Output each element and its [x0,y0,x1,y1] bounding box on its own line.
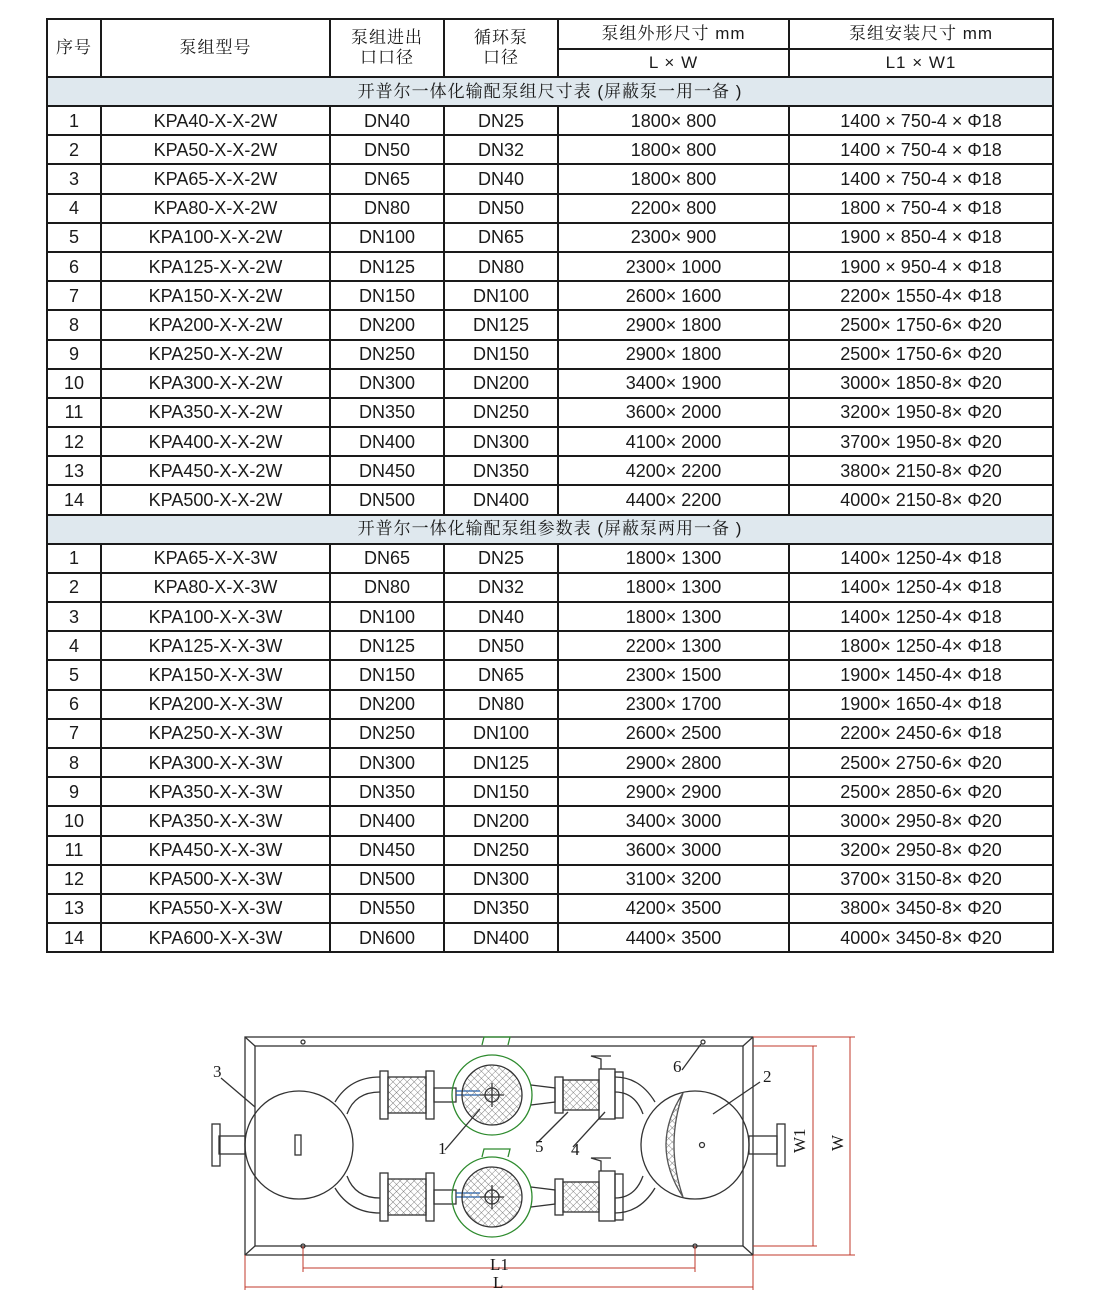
table-row [47,602,1053,631]
table-row [47,369,1053,398]
dim-label-W1: W1 [790,1128,809,1153]
table-row [47,106,1053,135]
cell-no: 13 [47,894,101,923]
section-title-row [47,515,1053,544]
cell-no: 3 [47,602,101,631]
cell-no: 14 [47,923,101,952]
cell-no: 9 [47,340,101,369]
cell-model: KPA100-X-X-3W [101,602,330,631]
cell-model: KPA200-X-X-3W [101,690,330,719]
col-subheader-outer: L × W [558,49,789,77]
section-title: 开普尔一体化输配泵组尺寸表 (屏蔽泵一用一备 ) [47,77,1053,106]
cell-outer: 4400× 2200 [558,485,789,514]
pump-unit-diagram [195,1032,875,1297]
col-header-circ-line1: 循环泵 [474,28,528,47]
cell-no: 4 [47,631,101,660]
cell-install: 3700× 3150-8× Φ20 [789,865,1053,894]
cell-outer: 2900× 1800 [558,310,789,339]
cell-model: KPA300-X-X-3W [101,748,330,777]
cell-circ: DN200 [444,806,558,835]
cell-circ: DN400 [444,485,558,514]
cell-model: KPA350-X-X-3W [101,806,330,835]
table-row [47,223,1053,252]
cell-outer: 1800× 1300 [558,602,789,631]
table-row [47,748,1053,777]
cell-inout: DN400 [330,427,444,456]
cell-no: 10 [47,369,101,398]
cell-inout: DN500 [330,485,444,514]
cell-outer: 1800× 1300 [558,544,789,573]
cell-outer: 3400× 1900 [558,369,789,398]
cell-outer: 3600× 3000 [558,836,789,865]
cell-inout: DN500 [330,865,444,894]
table-row [47,427,1053,456]
cell-no: 1 [47,106,101,135]
table-row [47,398,1053,427]
cell-install: 1800 × 750-4 × Φ18 [789,194,1053,223]
cell-install: 1400 × 750-4 × Φ18 [789,164,1053,193]
cell-install: 1900 × 850-4 × Φ18 [789,223,1053,252]
cell-outer: 2600× 2500 [558,719,789,748]
cell-inout: DN80 [330,194,444,223]
table-row [47,194,1053,223]
table-row [47,836,1053,865]
cell-install: 2200× 1550-4× Φ18 [789,281,1053,310]
cell-inout: DN65 [330,164,444,193]
dim-label-L1: L1 [490,1255,509,1274]
cell-outer: 4100× 2000 [558,427,789,456]
callout-4: 4 [571,1140,580,1159]
col-header-inout-line2: 口口径 [360,48,414,67]
cell-circ: DN300 [444,427,558,456]
cell-inout: DN200 [330,690,444,719]
cell-model: KPA450-X-X-2W [101,456,330,485]
cell-install: 4000× 3450-8× Φ20 [789,923,1053,952]
callout-1: 1 [438,1139,447,1158]
cell-circ: DN250 [444,398,558,427]
cell-no: 6 [47,252,101,281]
cell-inout: DN150 [330,281,444,310]
col-header-install-size: 泵组安装尺寸 mm [789,19,1053,49]
table-row [47,252,1053,281]
callout-5: 5 [535,1137,544,1156]
cell-circ: DN100 [444,719,558,748]
table-row [47,923,1053,952]
cell-install: 1900 × 950-4 × Φ18 [789,252,1053,281]
cell-outer: 1800× 800 [558,135,789,164]
cell-model: KPA400-X-X-2W [101,427,330,456]
cell-no: 13 [47,456,101,485]
cell-circ: DN350 [444,456,558,485]
cell-outer: 2300× 1700 [558,690,789,719]
cell-circ: DN80 [444,690,558,719]
table-row [47,164,1053,193]
cell-circ: DN350 [444,894,558,923]
col-header-outer-size: 泵组外形尺寸 mm [558,19,789,49]
upper-branch [380,1037,623,1135]
cell-install: 1400 × 750-4 × Φ18 [789,106,1053,135]
table-row [47,660,1053,689]
cell-install: 1400 × 750-4 × Φ18 [789,135,1053,164]
table-row [47,456,1053,485]
cell-install: 3200× 1950-8× Φ20 [789,398,1053,427]
col-header-circ-line2: 口径 [483,48,519,67]
cell-no: 12 [47,865,101,894]
cell-install: 4000× 2150-8× Φ20 [789,485,1053,514]
table-row [47,690,1053,719]
cell-no: 8 [47,310,101,339]
callout-6: 6 [673,1057,682,1076]
cell-install: 1400× 1250-4× Φ18 [789,544,1053,573]
cell-no: 12 [47,427,101,456]
cell-circ: DN50 [444,631,558,660]
table-row [47,806,1053,835]
callout-3: 3 [213,1062,222,1081]
cell-outer: 2300× 1000 [558,252,789,281]
col-header-circ [444,19,558,77]
cell-outer: 2600× 1600 [558,281,789,310]
cell-install: 1900× 1650-4× Φ18 [789,690,1053,719]
cell-model: KPA50-X-X-2W [101,135,330,164]
cell-no: 1 [47,544,101,573]
pump-spec-table [46,18,1054,953]
cell-model: KPA150-X-X-2W [101,281,330,310]
cell-no: 3 [47,164,101,193]
col-header-inout [330,19,444,77]
cell-circ: DN65 [444,660,558,689]
cell-circ: DN25 [444,544,558,573]
cell-outer: 4200× 2200 [558,456,789,485]
cell-model: KPA300-X-X-2W [101,369,330,398]
cell-outer: 3400× 3000 [558,806,789,835]
table-row [47,777,1053,806]
cell-inout: DN350 [330,398,444,427]
cell-inout: DN450 [330,456,444,485]
cell-model: KPA550-X-X-3W [101,894,330,923]
cell-install: 3700× 1950-8× Φ20 [789,427,1053,456]
cell-model: KPA80-X-X-3W [101,573,330,602]
table-row [47,485,1053,514]
cell-inout: DN125 [330,631,444,660]
cell-no: 11 [47,836,101,865]
cell-install: 3000× 1850-8× Φ20 [789,369,1053,398]
lower-branch [380,1149,623,1237]
cell-install: 2500× 2850-6× Φ20 [789,777,1053,806]
cell-install: 1400× 1250-4× Φ18 [789,573,1053,602]
cell-inout: DN65 [330,544,444,573]
cell-install: 3800× 2150-8× Φ20 [789,456,1053,485]
cell-outer: 3100× 3200 [558,865,789,894]
table-row [47,135,1053,164]
cell-model: KPA150-X-X-3W [101,660,330,689]
cell-circ: DN125 [444,748,558,777]
cell-install: 3200× 2950-8× Φ20 [789,836,1053,865]
cell-model: KPA125-X-X-2W [101,252,330,281]
cell-install: 3000× 2950-8× Φ20 [789,806,1053,835]
cell-no: 4 [47,194,101,223]
cell-circ: DN100 [444,281,558,310]
cell-outer: 1800× 1300 [558,573,789,602]
cell-install: 3800× 3450-8× Φ20 [789,894,1053,923]
cell-model: KPA350-X-X-3W [101,777,330,806]
cell-outer: 2900× 2800 [558,748,789,777]
cell-outer: 4400× 3500 [558,923,789,952]
cell-model: KPA250-X-X-2W [101,340,330,369]
right-tank [641,1091,785,1199]
cell-circ: DN150 [444,777,558,806]
cell-install: 1900× 1450-4× Φ18 [789,660,1053,689]
section-title-row [47,77,1053,106]
cell-model: KPA200-X-X-2W [101,310,330,339]
cell-inout: DN300 [330,748,444,777]
cell-model: KPA250-X-X-3W [101,719,330,748]
cell-circ: DN25 [444,106,558,135]
cell-install: 2500× 2750-6× Φ20 [789,748,1053,777]
cell-no: 6 [47,690,101,719]
cell-inout: DN250 [330,719,444,748]
cell-circ: DN40 [444,602,558,631]
cell-circ: DN40 [444,164,558,193]
cell-circ: DN300 [444,865,558,894]
table-row [47,281,1053,310]
cell-circ: DN250 [444,836,558,865]
cell-circ: DN65 [444,223,558,252]
cell-outer: 4200× 3500 [558,894,789,923]
col-header-inout-line1: 泵组进出 [351,28,423,47]
cell-inout: DN150 [330,660,444,689]
cell-model: KPA350-X-X-2W [101,398,330,427]
cell-inout: DN250 [330,340,444,369]
cell-outer: 2300× 900 [558,223,789,252]
table-row [47,544,1053,573]
cell-no: 8 [47,748,101,777]
cell-inout: DN100 [330,602,444,631]
cell-inout: DN200 [330,310,444,339]
cell-circ: DN400 [444,923,558,952]
cell-inout: DN100 [330,223,444,252]
cell-circ: DN32 [444,135,558,164]
cell-no: 14 [47,485,101,514]
table-row [47,631,1053,660]
cell-inout: DN350 [330,777,444,806]
cell-circ: DN125 [444,310,558,339]
dim-label-L: L [493,1273,504,1292]
cell-no: 9 [47,777,101,806]
cell-circ: DN150 [444,340,558,369]
cell-model: KPA100-X-X-2W [101,223,330,252]
table-row [47,573,1053,602]
cell-model: KPA450-X-X-3W [101,836,330,865]
table-row [47,310,1053,339]
cell-circ: DN32 [444,573,558,602]
cell-inout: DN80 [330,573,444,602]
cell-outer: 3600× 2000 [558,398,789,427]
cell-outer: 2200× 800 [558,194,789,223]
cell-install: 2500× 1750-6× Φ20 [789,310,1053,339]
col-header-model: 泵组型号 [101,19,330,77]
cell-install: 2500× 1750-6× Φ20 [789,340,1053,369]
cell-outer: 2300× 1500 [558,660,789,689]
cell-no: 2 [47,135,101,164]
cell-inout: DN50 [330,135,444,164]
cell-model: KPA65-X-X-2W [101,164,330,193]
cell-model: KPA600-X-X-3W [101,923,330,952]
table-row [47,340,1053,369]
cell-no: 11 [47,398,101,427]
table-row [47,719,1053,748]
cell-no: 5 [47,223,101,252]
cell-inout: DN550 [330,894,444,923]
cell-no: 5 [47,660,101,689]
cell-inout: DN40 [330,106,444,135]
table-row [47,894,1053,923]
cell-model: KPA40-X-X-2W [101,106,330,135]
cell-outer: 2200× 1300 [558,631,789,660]
cell-circ: DN50 [444,194,558,223]
cell-model: KPA500-X-X-2W [101,485,330,514]
cell-model: KPA125-X-X-3W [101,631,330,660]
cell-model: KPA65-X-X-3W [101,544,330,573]
cell-model: KPA80-X-X-2W [101,194,330,223]
cell-no: 10 [47,806,101,835]
section-title: 开普尔一体化输配泵组参数表 (屏蔽泵两用一备 ) [47,515,1053,544]
cell-inout: DN450 [330,836,444,865]
cell-model: KPA500-X-X-3W [101,865,330,894]
cell-install: 1800× 1250-4× Φ18 [789,631,1053,660]
cell-outer: 1800× 800 [558,164,789,193]
dim-label-W: W [828,1134,847,1151]
table-row [47,865,1053,894]
cell-inout: DN300 [330,369,444,398]
cell-circ: DN200 [444,369,558,398]
left-tank [212,1091,353,1199]
cell-install: 1400× 1250-4× Φ18 [789,602,1053,631]
cell-install: 2200× 2450-6× Φ18 [789,719,1053,748]
col-subheader-install: L1 × W1 [789,49,1053,77]
cell-no: 7 [47,719,101,748]
cell-inout: DN400 [330,806,444,835]
cell-outer: 2900× 1800 [558,340,789,369]
cell-inout: DN600 [330,923,444,952]
cell-circ: DN80 [444,252,558,281]
cell-outer: 2900× 2900 [558,777,789,806]
col-header-no: 序号 [47,19,101,77]
cell-outer: 1800× 800 [558,106,789,135]
cell-no: 7 [47,281,101,310]
callout-2: 2 [763,1067,772,1086]
cell-no: 2 [47,573,101,602]
header-row [47,19,1053,49]
cell-inout: DN125 [330,252,444,281]
